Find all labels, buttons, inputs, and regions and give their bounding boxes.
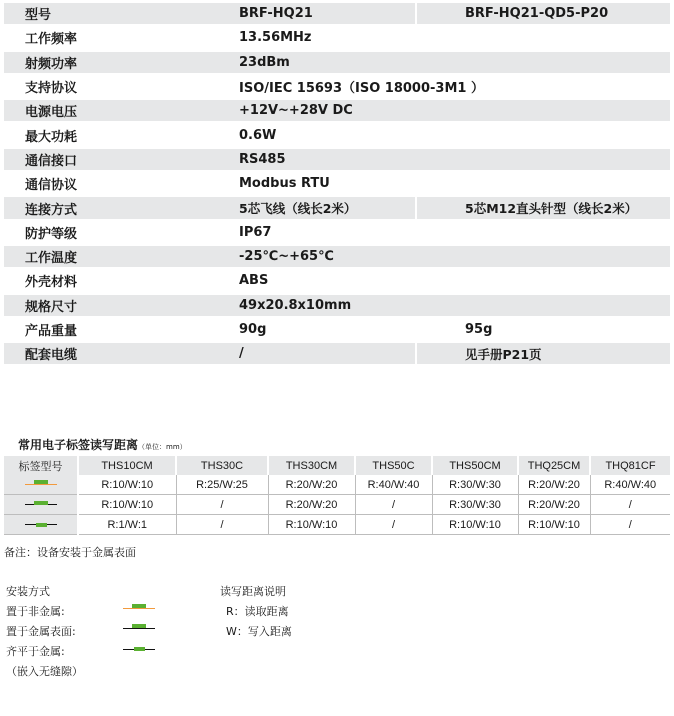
distance-cell: R:1/W:1 [78, 515, 176, 535]
spec-value-alt: 见手册P21页 [416, 342, 670, 366]
spec-row-connection [4, 196, 670, 220]
spec-label: 外壳材料 [25, 275, 78, 291]
distance-cell: R:30/W:30 [432, 495, 518, 515]
marker-cell [4, 515, 78, 535]
distance-cell: R:10/W:10 [78, 475, 176, 495]
legend-non-metal-marker-icon [123, 604, 155, 612]
spec-row-temperature [4, 244, 670, 268]
distance-row-flush-metal [4, 515, 670, 535]
spec-value: IP67 [239, 224, 272, 240]
distance-cell: R:10/W:10 [268, 515, 355, 535]
distance-cell: R:10/W:10 [78, 495, 176, 515]
distance-cell: R:20/W:20 [268, 495, 355, 515]
install-method-title: 安装方式 [6, 585, 50, 598]
spec-row-interface [4, 147, 670, 171]
distance-cell: / [176, 495, 268, 515]
spec-row-weight [4, 317, 670, 341]
spec-row-cable [4, 342, 670, 366]
distance-cell: R:20/W:20 [268, 475, 355, 495]
header-cell: THS50CM [432, 456, 518, 475]
spec-label: 射频功率 [4, 50, 162, 74]
rw-write-description: W：写入距离 [226, 625, 292, 638]
spec-value: -25℃~+65℃ [162, 244, 670, 268]
header-cell: THS50C [355, 456, 432, 475]
header-cell: THS30C [176, 456, 268, 475]
rw-distance-title: 读写距离说明 [220, 585, 286, 598]
distance-cell: / [355, 495, 432, 515]
header-cell: 标签型号 [4, 456, 78, 475]
spec-label: 电源电压 [4, 99, 162, 123]
spec-value: / [162, 342, 416, 366]
spec-value: 49x20.8x10mm [162, 293, 670, 317]
spec-label: 最大功耗 [25, 129, 78, 145]
spec-value: 90g [239, 322, 267, 337]
spec-row-rf-power [4, 50, 670, 74]
spec-label: 型号 [4, 3, 162, 26]
spec-row-max-power [4, 123, 670, 147]
header-cell: THQ81CF [590, 456, 670, 475]
spec-label: 通信接口 [4, 147, 162, 171]
spec-label: 连接方式 [4, 196, 162, 220]
spec-value: Modbus RTU [239, 176, 330, 192]
spec-row-voltage [4, 99, 670, 123]
install-item-flush-note: （嵌入无缝隙） [6, 665, 83, 678]
spec-value: +12V~+28V DC [162, 99, 670, 123]
distance-cell: R:30/W:30 [432, 475, 518, 495]
spec-table [4, 3, 670, 367]
distance-cell: R:40/W:40 [355, 475, 432, 495]
spec-label: 工作温度 [4, 244, 162, 268]
spec-label: 防护等级 [25, 226, 78, 242]
non-metal-marker-icon [25, 481, 57, 489]
spec-value: ABS [239, 273, 269, 289]
spec-value: 0.6W [239, 127, 277, 143]
distance-cell: R:20/W:20 [518, 475, 590, 495]
distance-cell: R:25/W:25 [176, 475, 268, 495]
marker-cell [4, 495, 78, 515]
spec-value-alt: 5芯M12直头针型（线长2米） [416, 196, 670, 220]
legend-flush-metal-marker-icon [123, 645, 155, 653]
spec-row-comm-protocol [4, 172, 670, 196]
header-cell: THS30CM [268, 456, 355, 475]
distance-title-text: 常用电子标签读写距离 [18, 438, 139, 452]
distance-header-row [4, 456, 670, 475]
distance-section-title [18, 436, 187, 453]
distance-unit: （单位：mm） [138, 443, 187, 451]
spec-value: 23dBm [162, 50, 670, 74]
header-cell: THS10CM [78, 456, 176, 475]
install-item-metal-surface: 置于金属表面: [6, 625, 76, 638]
spec-label: 产品重量 [25, 324, 78, 339]
installation-note: 备注：设备安装于金属表面 [4, 546, 136, 559]
spec-row-protocol-support [4, 74, 670, 98]
distance-row-non-metal [4, 475, 670, 495]
spec-label: 配套电缆 [4, 342, 162, 366]
spec-value: 13.56MHz [239, 30, 312, 46]
spec-label: 规格尺寸 [4, 293, 162, 317]
install-item-flush-metal: 齐平于金属: [6, 645, 65, 658]
distance-row-metal-surface [4, 495, 670, 515]
distance-cell: R:10/W:10 [432, 515, 518, 535]
distance-cell: R:20/W:20 [518, 495, 590, 515]
flush-metal-marker-icon [25, 521, 57, 529]
spec-value: RS485 [162, 147, 670, 171]
distance-table [4, 456, 670, 535]
spec-row-dimensions [4, 293, 670, 317]
spec-label: 通信协议 [25, 178, 78, 194]
spec-label: 工作频率 [25, 32, 78, 48]
rw-read-description: R：读取距离 [226, 605, 289, 618]
spec-row-protection [4, 220, 670, 244]
marker-cell [4, 475, 78, 495]
spec-value-alt: BRF-HQ21-QD5-P20 [416, 3, 670, 26]
spec-value: ISO/IEC 15693（ISO 18000-3M1 ） [239, 81, 484, 97]
install-item-non-metal: 置于非金属: [6, 605, 65, 618]
spec-row-model [4, 3, 670, 26]
spec-label: 支持协议 [25, 81, 78, 97]
spec-row-frequency [4, 26, 670, 50]
distance-cell: R:10/W:10 [518, 515, 590, 535]
metal-surface-marker-icon [25, 501, 57, 509]
legend-metal-surface-marker-icon [123, 624, 155, 632]
header-cell: THQ25CM [518, 456, 590, 475]
spec-value: 5芯飞线（线长2米） [162, 196, 416, 220]
distance-cell: / [590, 515, 670, 535]
distance-cell: / [176, 515, 268, 535]
spec-value-alt: 95g [416, 317, 670, 341]
spec-row-housing [4, 269, 670, 293]
distance-cell: R:40/W:40 [590, 475, 670, 495]
spec-value: BRF-HQ21 [162, 3, 416, 26]
distance-cell: / [355, 515, 432, 535]
distance-cell: / [590, 495, 670, 515]
